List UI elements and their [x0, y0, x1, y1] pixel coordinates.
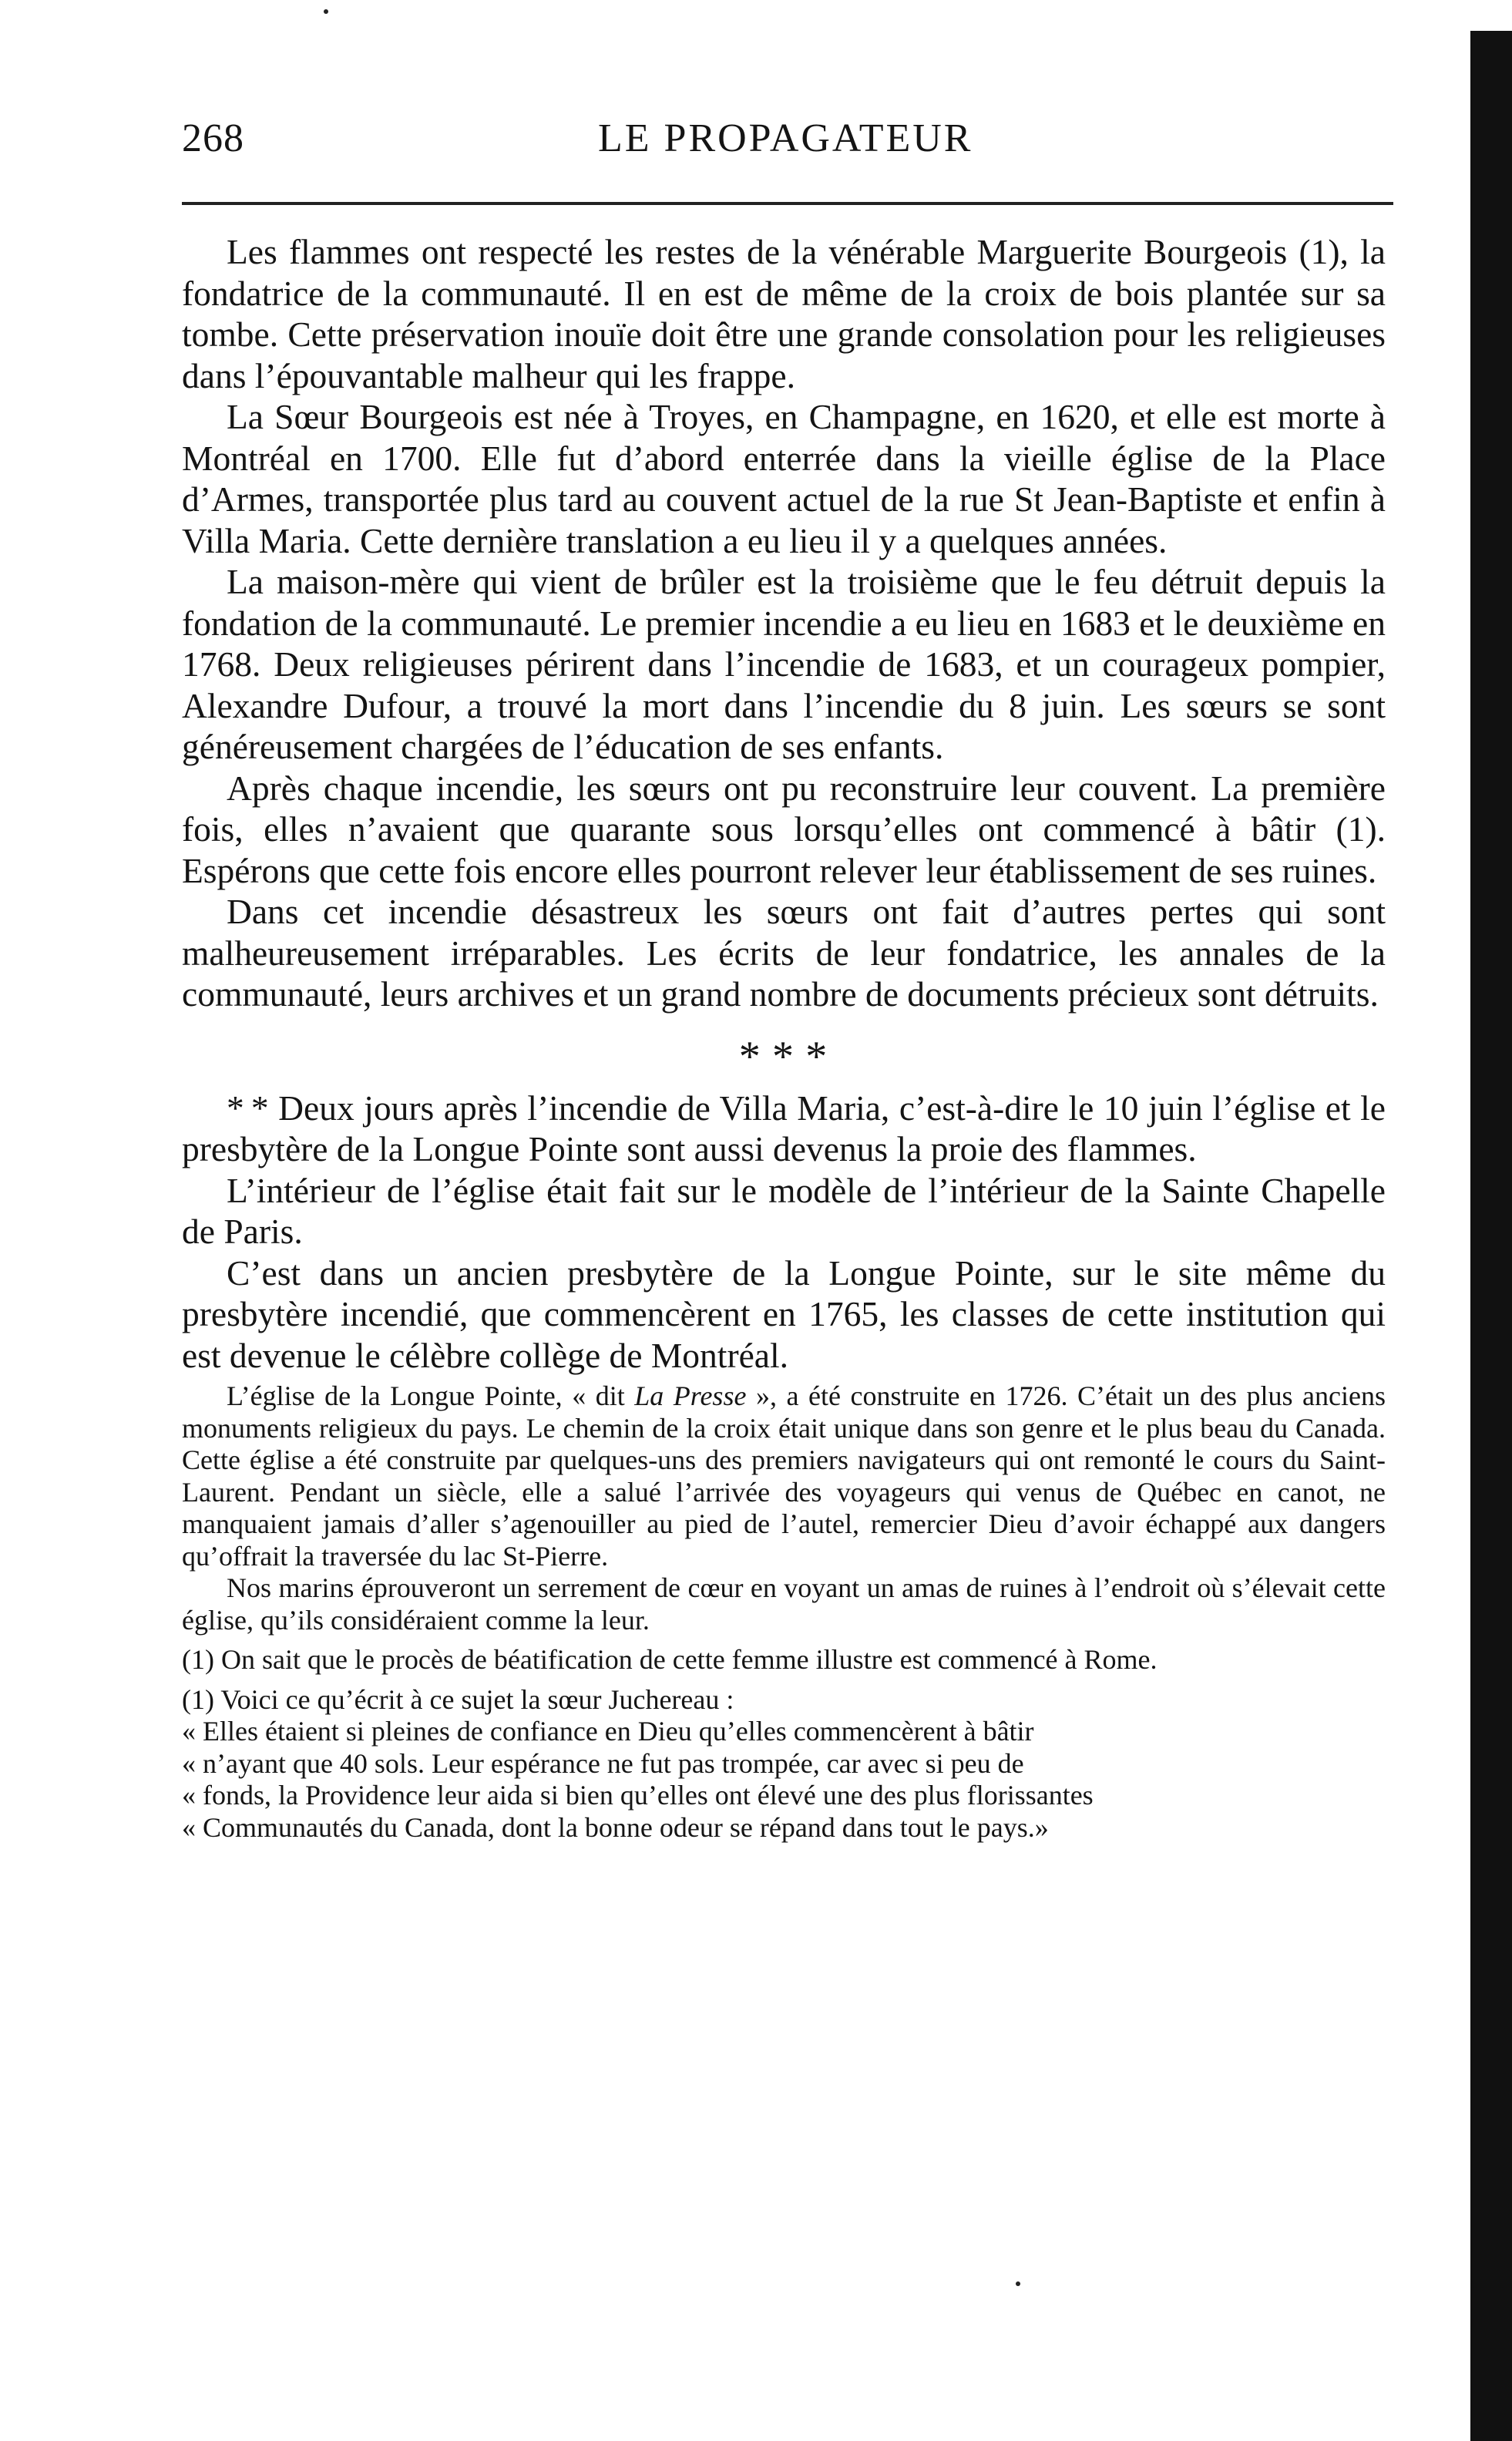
footnote-quote-line: « Communautés du Canada, dont la bonne odeur se répand dans tout le pays.»: [182, 1811, 1049, 1843]
paragraph: La Sœur Bourgeois est née à Troyes, en Champagne, en 1620, et elle est morte à Montréal en 1700. Elle fut d’abord enterrée dans la vieille église de la Place d’Armes, transportée plus tard au couvent actuel de la rue St Jean-Baptiste et enfin à Villa Maria. Cette dernière translation a eu lieu il y a quelques années.: [182, 397, 1386, 560]
press-quote-text-start: L’église de la Longue Pointe, « dit: [227, 1380, 635, 1411]
paragraph: C’est dans un ancien presbytère de la Longue Pointe, sur le site même du presbytère incendié, que commencèrent en 1765, les classes de cette institution qui est devenue le célèbre collège de Montréal.: [182, 1252, 1386, 1375]
scan-border-shadow: [1470, 31, 1512, 2441]
footnote-quote-line: « n’ayant que 40 sols. Leur espérance ne fut pas trompée, car avec si peu de: [182, 1747, 1024, 1779]
main-text: [182, 231, 1386, 1844]
footnote: (1) On sait que le procès de béatification de cette femme illustre est commencé à Rome.: [182, 1644, 1158, 1675]
running-title: LE PROPAGATEUR: [598, 116, 973, 160]
footnote: (1) Voici ce qu’écrit à ce sujet la sœur Juchereau :: [182, 1683, 734, 1715]
newspaper-name: La Presse: [634, 1380, 747, 1411]
press-quote-text-end: », a été construite en 1726. C’était un des plus anciens monuments religieux du pays. Le chemin de la croix était unique dans son genre et le plus beau du Canada. Cette église a été construite par quelques-uns des premiers navigateurs qui ont remonté le cours du Saint-Laurent. Pendant un siècle, elle a salué l’arrivée des voyageurs qui venus de Québec en canot, ne manquaient jamais d’aller s’agenouiller au pied de l’autel, remercier Dieu d’avoir échappé aux dangers qu’offrait la traversée du lac St-Pierre.: [182, 1380, 1386, 1572]
page-header: [182, 116, 1384, 177]
paragraph: L’intérieur de l’église était fait sur le modèle de l’intérieur de la Sainte Chapelle de Paris.: [182, 1170, 1386, 1251]
paragraph: Les flammes ont respecté les restes de la vénérable Marguerite Bourgeois (1), la fondatrice de la communauté. Il en est de même de la croix de bois plantée sur sa tombe. Cette préservation inouïe doit être une grande consolation pour les religieuses dans l’épouvantable malheur qui les frappe.: [182, 232, 1386, 395]
asterism-separator: * * *: [738, 1032, 829, 1081]
footnote-quote-line: « fonds, la Providence leur aida si bien qu’elles ont élevé une des plus florissantes: [182, 1780, 1094, 1811]
header-rule: [182, 202, 1393, 205]
ink-speck: [1016, 2281, 1020, 2286]
quoted-press-note: [182, 1380, 1386, 1636]
paragraph: * * Deux jours après l’incendie de Villa Maria, c’est-à-dire le 10 juin l’église et le presbytère de la Longue Pointe sont aussi devenus la proie des flammes.: [182, 1088, 1386, 1168]
press-quote-paragraph: [182, 1380, 1386, 1572]
press-quote-paragraph: Nos marins éprouveront un serrement de cœur en voyant un amas de ruines à l’endroit où s’élevait cette église, qu’ils considéraient comme la leur.: [182, 1572, 1386, 1636]
page-number: 268: [182, 116, 244, 160]
ink-speck: [324, 9, 328, 14]
paragraph: Après chaque incendie, les sœurs ont pu reconstruire leur couvent. La première fois, elles n’avaient que quarante sous lorsqu’elles ont commencé à bâtir (1). Espérons que cette fois encore elles pourront relever leur établissement de ses ruines.: [182, 768, 1386, 890]
paragraph: Dans cet incendie désastreux les sœurs ont fait d’autres pertes qui sont malheureusement irréparables. Les écrits de leur fondatrice, les annales de la communauté, leurs archives et un grand nombre de documents précieux sont détruits.: [182, 892, 1386, 1014]
paragraph: La maison-mère qui vient de brûler est la troisième que le feu détruit depuis la fondation de la communauté. Le premier incendie a eu lieu en 1683 et le deuxième en 1768. Deux religieuses périrent dans l’incendie de 1683, et un courageux pompier, Alexandre Dufour, a trouvé la mort dans l’incendie du 8 juin. Les sœurs se sont généreusement chargées de l’éducation de ses enfants.: [182, 562, 1386, 766]
footnote-quote-line: « Elles étaient si pleines de confiance en Dieu qu’elles commencèrent à bâtir: [182, 1716, 1034, 1747]
